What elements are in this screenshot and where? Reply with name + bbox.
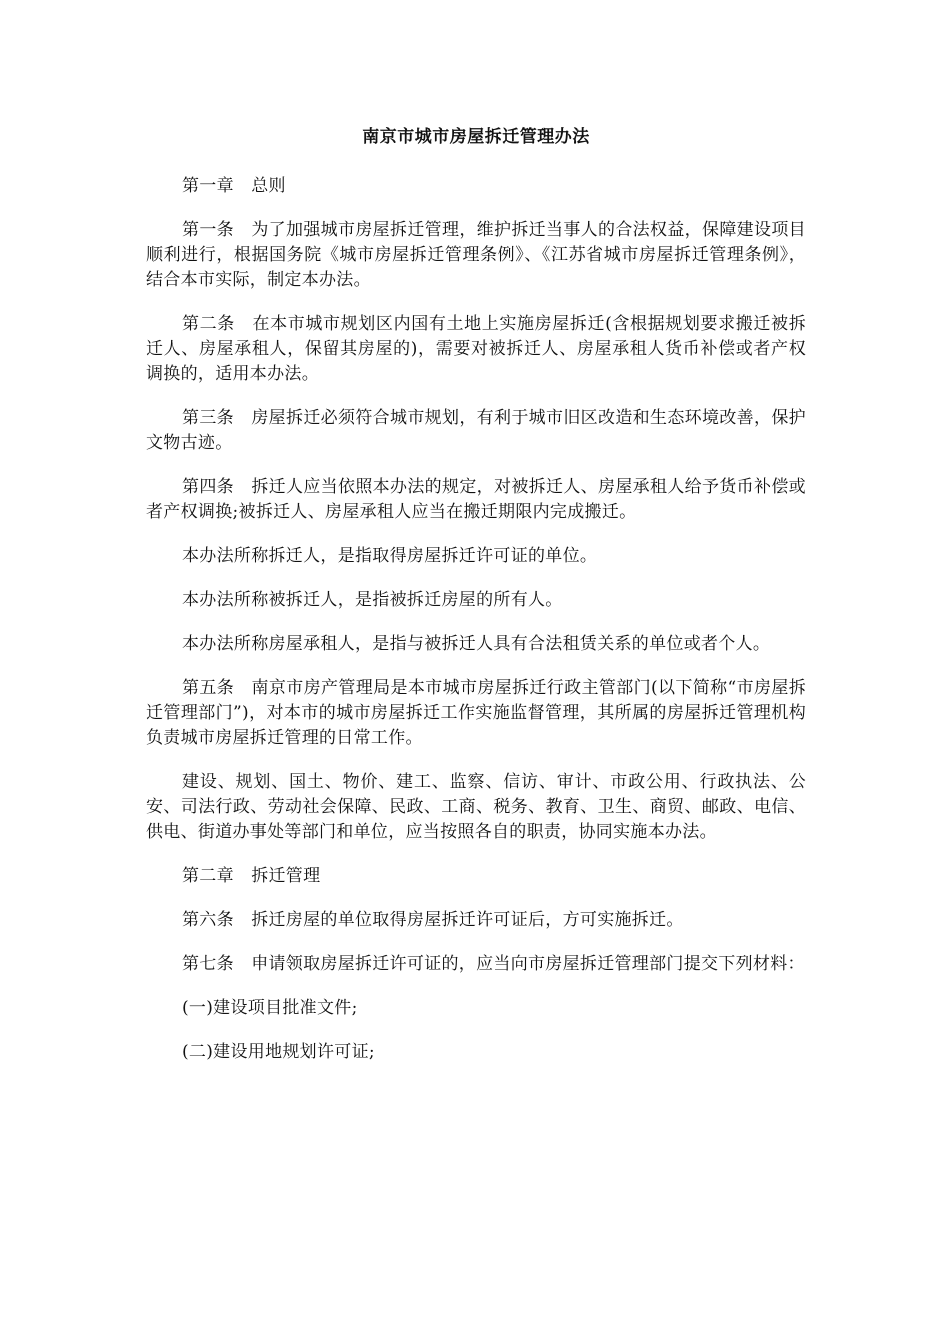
article-paragraph: 第七条 申请领取房屋拆迁许可证的，应当向市房屋拆迁管理部门提交下列材料： [182, 954, 805, 974]
document-title: 南京市城市房屋拆迁管理办法 [362, 127, 590, 147]
document-page [146, 124, 806, 1084]
body-paragraph: 建设、规划、国土、物价、建工、监察、信访、审计、市政公用、行政执法、公安、司法行政、劳动社会保障、民政、工商、税务、教育、卫生、商贸、邮政、电信、供电、街道办事处等部门和单位，应当按照各自的职责，协同实施本办法。 [146, 772, 806, 842]
article-paragraph: 第一条 为了加强城市房屋拆迁管理，维护拆迁当事人的合法权益，保障建设项目顺利进行，根据国务院《城市房屋拆迁管理条例》、《江苏省城市房屋拆迁管理条例》，结合本市实际，制定本办法。 [146, 220, 806, 290]
chapter-heading: 第一章 总则 [182, 176, 286, 196]
article-paragraph: 第三条 房屋拆迁必须符合城市规划，有利于城市旧区改造和生态环境改善，保护文物古迹。 [146, 408, 806, 453]
article-paragraph: 第四条 拆迁人应当依照本办法的规定，对被拆迁人、房屋承租人给予货币补偿或者产权调换;被拆迁人、房屋承租人应当在搬迁期限内完成搬迁。 [146, 477, 806, 522]
article-paragraph: 第二条 在本市城市规划区内国有土地上实施房屋拆迁(含根据规划要求搬迁被拆迁人、房屋承租人，保留其房屋的)，需要对被拆迁人、房屋承租人货币补偿或者产权调换的，适用本办法。 [146, 314, 806, 384]
chapter-heading: 第二章 拆迁管理 [182, 866, 321, 886]
list-item: (二)建设用地规划许可证; [182, 1042, 375, 1062]
body-paragraph: 本办法所称房屋承租人，是指与被拆迁人具有合法租赁关系的单位或者个人。 [182, 634, 771, 654]
article-paragraph: 第六条 拆迁房屋的单位取得房屋拆迁许可证后，方可实施拆迁。 [182, 910, 684, 930]
list-item: (一)建设项目批准文件; [182, 998, 358, 1018]
body-paragraph: 本办法所称被拆迁人，是指被拆迁房屋的所有人。 [182, 590, 563, 610]
article-paragraph: 第五条 南京市房产管理局是本市城市房屋拆迁行政主管部门(以下简称“市房屋拆迁管理部门”)，对本市的城市房屋拆迁工作实施监督管理，其所属的房屋拆迁管理机构负责城市房屋拆迁管理的日常工作。 [146, 678, 806, 748]
body-paragraph: 本办法所称拆迁人，是指取得房屋拆迁许可证的单位。 [182, 546, 598, 566]
